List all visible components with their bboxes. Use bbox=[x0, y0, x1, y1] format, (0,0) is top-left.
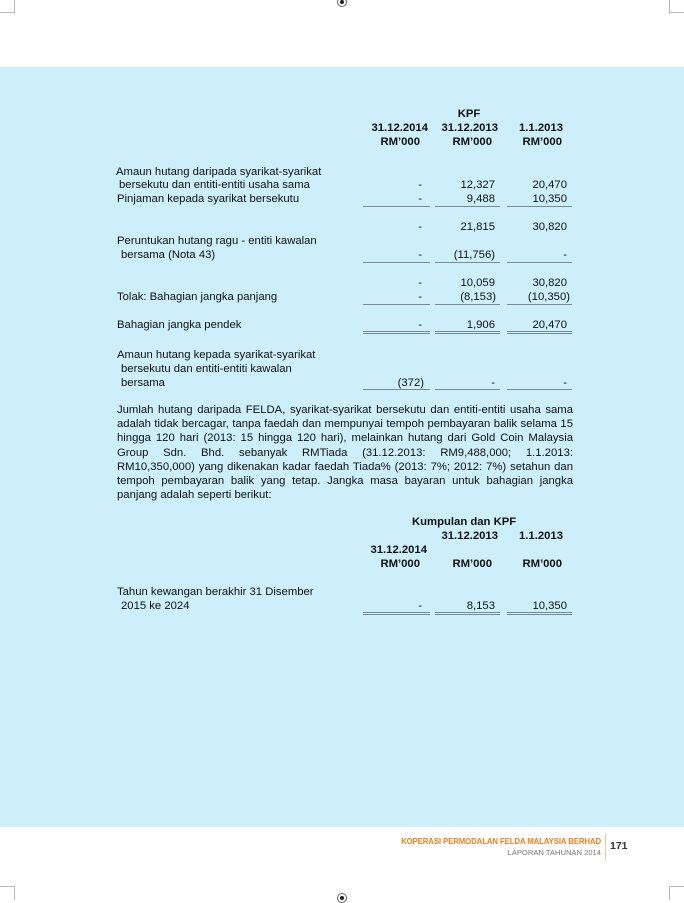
row-label: Bahagian jangka pendek bbox=[117, 319, 242, 331]
crop-mark bbox=[0, 886, 14, 887]
table-cell: 30,820 bbox=[532, 277, 567, 289]
column-header-date: 31.12.2013 bbox=[441, 122, 498, 134]
table-cell: - bbox=[418, 193, 422, 205]
underline bbox=[507, 304, 572, 305]
table-cell: (372) bbox=[397, 377, 424, 389]
footer-divider bbox=[605, 834, 606, 860]
row-label: bersekutu dan entiti-entiti usaha sama bbox=[119, 179, 310, 191]
table-cell: - bbox=[418, 249, 422, 261]
table-cell: - bbox=[418, 600, 422, 612]
row-label: bersama (Nota 43) bbox=[121, 249, 216, 261]
row-label: bersama bbox=[121, 377, 165, 389]
underline bbox=[435, 304, 500, 305]
underline bbox=[363, 262, 430, 263]
underline bbox=[363, 206, 430, 207]
column-header-date: 31.12.2014 bbox=[371, 122, 428, 134]
crop-mark bbox=[670, 886, 684, 887]
crop-mark bbox=[670, 12, 684, 13]
underline bbox=[507, 389, 572, 390]
table-cell: - bbox=[491, 377, 495, 389]
registration-mark-icon bbox=[337, 893, 347, 903]
crop-mark bbox=[14, 886, 15, 900]
table-cell: 8,153 bbox=[466, 600, 495, 612]
explanatory-paragraph: Jumlah hutang daripada FELDA, syarikat-syarikat bersekutu dan entiti-entiti usaha sama adalah tidak bercagar, tanpa faedah dan mempunyai tempoh pembayaran balik selama 15 hingga 120 hari (2013: 15 hingga 120 hari), melainkan hutang dari Gold Coin Malaysia Group Sdn. Bhd. sebanyak RMTiada (31.12.2013: RM9,488,000; 1.1.2013: RM10,350,000) yang dikenakan kadar faedah Tiada% (2013: 7%; 2012: 7%) setahun dan tempoh pembayaran balik yang tetap. Jangka masa bayaran untuk bahagian jangka panjang adalah seperti berikut: bbox=[117, 404, 573, 502]
column-header-date: 31.12.2014 bbox=[370, 544, 427, 556]
row-label: Tahun kewangan berakhir 31 Disember bbox=[117, 586, 314, 598]
row-label: bersekutu dan entiti-entiti kawalan bbox=[121, 363, 292, 375]
underline bbox=[363, 389, 430, 390]
double-underline bbox=[435, 331, 500, 334]
footer-report-title: LAPORAN TAHUNAN 2014 bbox=[507, 848, 601, 857]
crop-mark bbox=[669, 886, 670, 900]
row-label: Pinjaman kepada syarikat bersekutu bbox=[117, 193, 300, 205]
table-cell: - bbox=[563, 249, 567, 261]
table-group-header: Kumpulan dan KPF bbox=[412, 516, 517, 528]
double-underline bbox=[363, 331, 430, 334]
row-label: Peruntukan hutang ragu - entiti kawalan bbox=[117, 235, 317, 247]
table-cell: - bbox=[418, 277, 422, 289]
underline bbox=[507, 262, 572, 263]
column-header-unit: RM’000 bbox=[452, 558, 492, 570]
double-underline bbox=[363, 612, 430, 615]
column-header-unit: RM’000 bbox=[380, 558, 420, 570]
underline bbox=[435, 206, 500, 207]
underline bbox=[435, 262, 500, 263]
column-header-date: 31.12.2013 bbox=[441, 530, 498, 542]
table-cell: (11,756) bbox=[453, 249, 495, 261]
row-label: Amaun hutang kepada syarikat-syarikat bbox=[117, 349, 316, 361]
table-group-header: KPF bbox=[457, 108, 481, 120]
row-label: 2015 ke 2024 bbox=[121, 600, 190, 612]
underline bbox=[435, 389, 500, 390]
table-cell: (8,153) bbox=[460, 291, 496, 303]
table-cell: - bbox=[418, 291, 422, 303]
footer-organization: KOPERASI PERMODALAN FELDA MALAYSIA BERHAD bbox=[401, 837, 601, 846]
table-cell: 21,815 bbox=[460, 221, 495, 233]
table-cell: - bbox=[563, 377, 567, 389]
underline bbox=[363, 304, 430, 305]
table-cell: 12,327 bbox=[460, 179, 495, 191]
table-cell: 20,470 bbox=[532, 179, 567, 191]
row-label: Amaun hutang daripada syarikat-syarikat bbox=[116, 166, 322, 178]
crop-mark bbox=[0, 12, 14, 13]
table-cell: 30,820 bbox=[532, 221, 567, 233]
table-cell: - bbox=[418, 319, 422, 331]
column-header-date: 1.1.2013 bbox=[519, 530, 563, 542]
crop-mark bbox=[14, 0, 15, 14]
table-cell: 10,059 bbox=[460, 277, 495, 289]
double-underline bbox=[507, 331, 572, 334]
table-cell: 10,350 bbox=[532, 193, 567, 205]
table-cell: (10,350) bbox=[527, 291, 570, 303]
table-cell: 9,488 bbox=[466, 193, 495, 205]
underline bbox=[507, 206, 572, 207]
column-header-unit: RM’000 bbox=[452, 136, 492, 148]
registration-mark-icon bbox=[337, 0, 347, 7]
table-cell: 10,350 bbox=[532, 600, 567, 612]
column-header-unit: RM’000 bbox=[380, 136, 420, 148]
table-cell: - bbox=[418, 221, 422, 233]
crop-mark bbox=[669, 0, 670, 14]
table-cell: - bbox=[418, 179, 422, 191]
table-cell: 20,470 bbox=[532, 319, 567, 331]
double-underline bbox=[435, 612, 500, 615]
double-underline bbox=[507, 612, 572, 615]
table-cell: 1,906 bbox=[466, 319, 495, 331]
column-header-date: 1.1.2013 bbox=[519, 122, 563, 134]
row-label: Tolak: Bahagian jangka panjang bbox=[117, 291, 278, 303]
column-header-unit: RM’000 bbox=[522, 558, 562, 570]
column-header-unit: RM’000 bbox=[522, 136, 562, 148]
page-number: 171 bbox=[610, 840, 628, 852]
